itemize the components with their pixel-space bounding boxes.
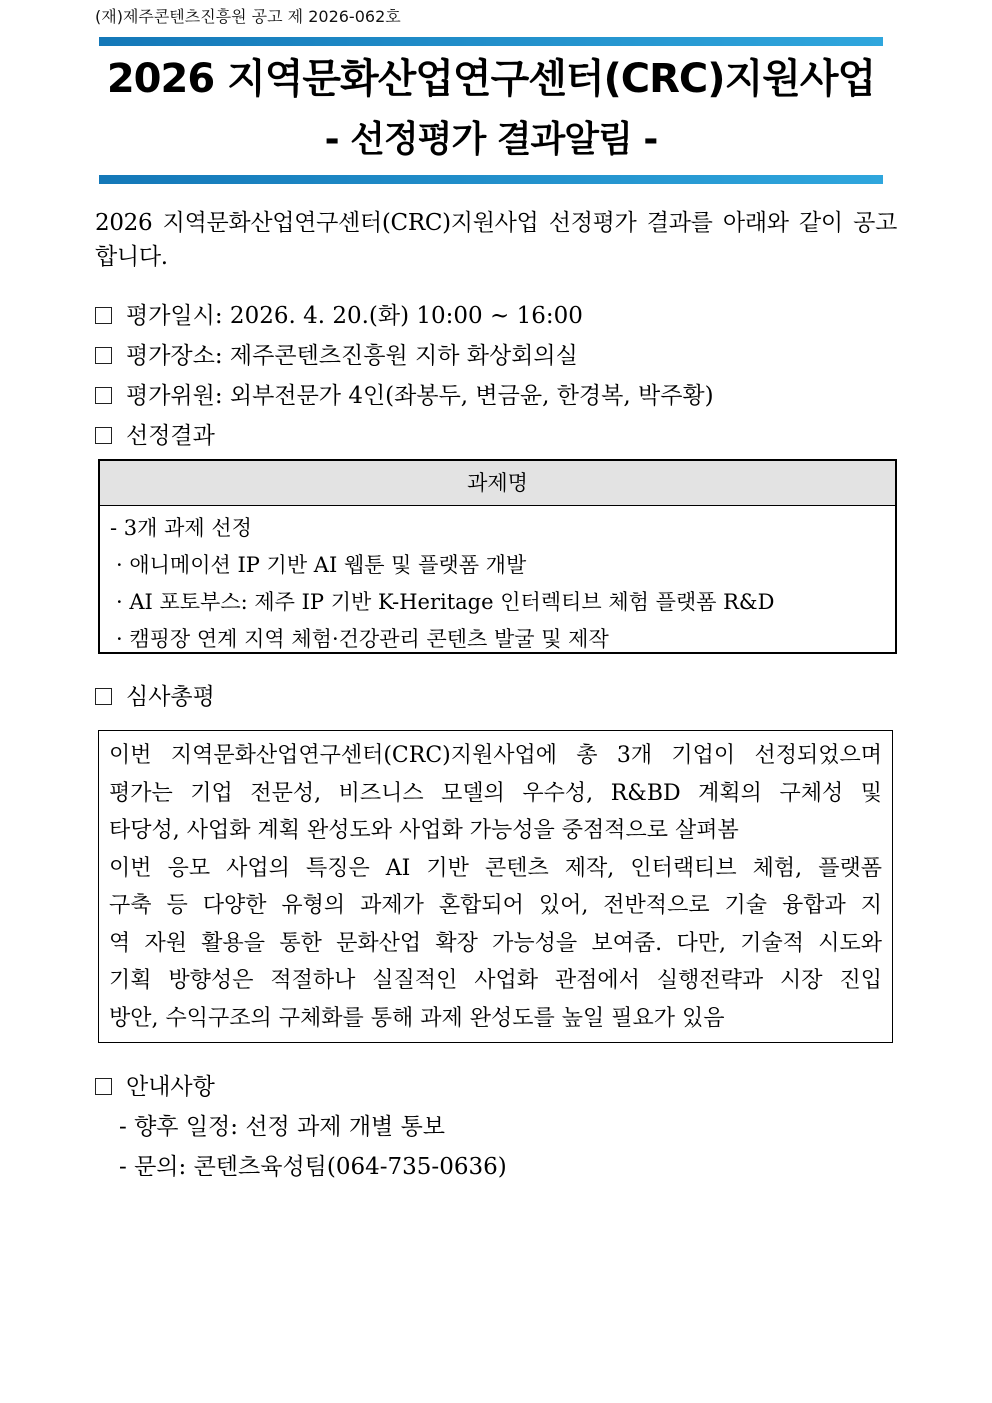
review-heading-text: 심사총평 xyxy=(126,684,215,710)
review-line: 역 자원 활용을 통한 문화산업 확장 가능성을 보여줌. 다만, 기술적 시도와 xyxy=(109,930,882,956)
info-item-result xyxy=(95,420,215,452)
result-table-body xyxy=(100,506,895,658)
review-line: 타당성, 사업화 계획 완성도와 사업화 가능성을 중점적으로 살펴봄 xyxy=(109,818,739,843)
notice-number: (재)제주콘텐츠진흥원 공고 제 2026-062호 xyxy=(95,7,401,26)
review-line: 이번 응모 사업의 특징은 AI 기반 콘텐츠 제작, 인터랙티브 체험, 플랫폼 xyxy=(109,855,882,881)
result-row: · 애니메이션 IP 기반 AI 웹툰 및 플랫폼 개발 xyxy=(116,553,527,577)
review-box xyxy=(98,730,893,1043)
header-top-bar xyxy=(99,37,883,46)
result-row: · AI 포토부스: 제주 IP 기반 K-Heritage 인터렉티브 체험 플랫폼 R&D xyxy=(116,590,775,614)
result-table-header: 과제명 xyxy=(100,461,895,506)
checkbox-square-icon xyxy=(95,427,112,444)
guide-schedule: - 향후 일정: 선정 과제 개별 통보 xyxy=(119,1114,446,1140)
info-item-place xyxy=(95,340,578,372)
checkbox-square-icon xyxy=(95,347,112,364)
guide-heading-text: 안내사항 xyxy=(126,1074,215,1100)
info-item-text: 평가일시: 2026. 4. 20.(화) 10:00 ~ 16:00 xyxy=(126,303,583,329)
checkbox-square-icon xyxy=(95,1078,112,1095)
info-item-text: 평가장소: 제주콘텐츠진흥원 지하 화상회의실 xyxy=(126,343,578,369)
review-line: 이번 지역문화산업연구센터(CRC)지원사업에 총 3개 기업이 선정되었으며 xyxy=(109,743,882,768)
review-line: 평가는 기업 전문성, 비즈니스 모델의 우수성, R&BD 계획의 구체성 및 xyxy=(109,780,882,806)
checkbox-square-icon xyxy=(95,688,112,705)
checkbox-square-icon xyxy=(95,307,112,324)
review-line: 방안, 수익구조의 구체화를 통해 과제 완성도를 높일 필요가 있음 xyxy=(109,1005,725,1031)
guide-contact: - 문의: 콘텐츠육성팀(064-735-0636) xyxy=(119,1154,507,1180)
intro-paragraph: 2026 지역문화산업연구센터(CRC)지원사업 선정평가 결과를 아래와 같이 공고합니다. xyxy=(95,210,897,270)
result-table xyxy=(98,459,897,654)
review-line: 구축 등 다양한 유형의 과제가 혼합되어 있어, 전반적으로 기술 융합과 지 xyxy=(109,893,882,918)
info-item-date xyxy=(95,300,583,332)
info-item-text: 평가위원: 외부전문가 4인(좌봉두, 변금윤, 한경복, 박주황) xyxy=(126,383,714,409)
header-bottom-bar xyxy=(99,175,883,184)
result-row: · 캠핑장 연계 지역 체험·건강관리 콘텐츠 발굴 및 제작 xyxy=(116,627,609,651)
info-item-text: 선정결과 xyxy=(126,423,215,449)
guide-heading xyxy=(95,1071,215,1103)
info-item-committee xyxy=(95,380,714,412)
page-title: 2026 지역문화산업연구센터(CRC)지원사업 xyxy=(106,56,876,102)
review-heading xyxy=(95,681,215,713)
result-row: - 3개 과제 선정 xyxy=(110,516,252,540)
checkbox-square-icon xyxy=(95,387,112,404)
page-subtitle: - 선정평가 결과알림 - xyxy=(324,119,658,160)
review-line: 기획 방향성은 적절하나 실질적인 사업화 관점에서 실행전략과 시장 진입 xyxy=(109,968,882,993)
